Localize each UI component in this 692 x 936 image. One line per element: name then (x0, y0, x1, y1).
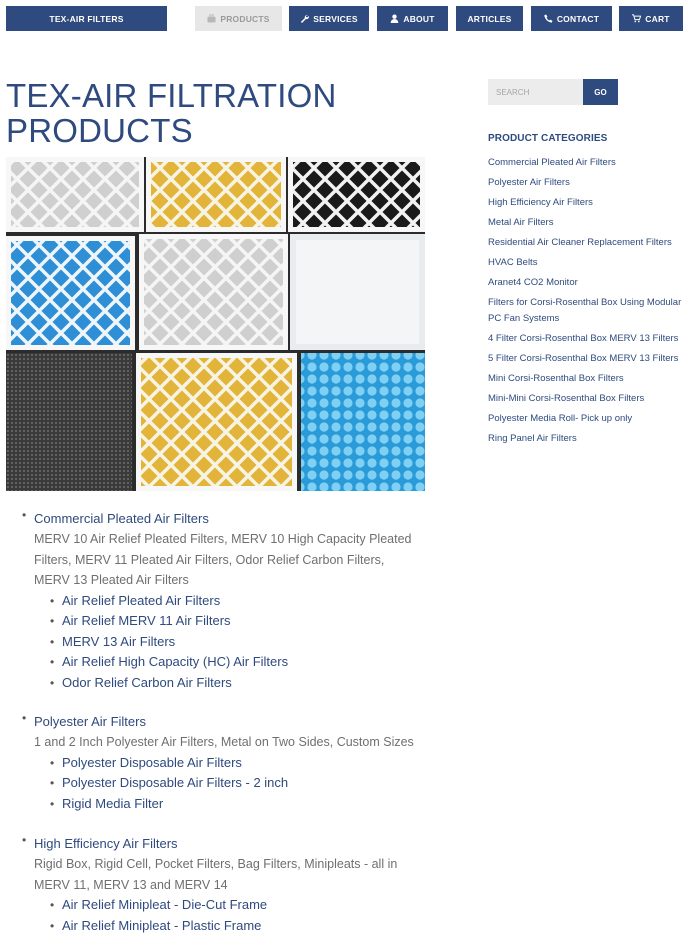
page-title-line2: PRODUCTS (6, 112, 193, 149)
sidebar-link[interactable]: Polyester Air Filters (488, 177, 570, 188)
bullet-icon: • (50, 776, 55, 790)
bullet-icon: • (50, 898, 55, 912)
list-item (0, 508, 440, 529)
nav-contact-label: CONTACT (556, 13, 600, 24)
list-item (0, 711, 440, 732)
subcategory-link[interactable]: Polyester Disposable Air Filters (62, 754, 242, 770)
sidebar-link[interactable]: 4 Filter Corsi-Rosenthal Box MERV 13 Filters (488, 333, 679, 344)
nav-services-label: SERVICES (313, 13, 358, 24)
list-item (0, 833, 440, 854)
category-block (0, 711, 440, 814)
bullet-icon: • (50, 593, 55, 608)
bullet-icon: • (22, 508, 27, 522)
sidebar-link[interactable]: Aranet4 CO2 Monitor (488, 277, 578, 288)
subcategory-link[interactable]: Rigid Media Filter (62, 795, 164, 811)
subcategory-link[interactable]: Air Relief High Capacity (HC) Air Filters (62, 654, 289, 669)
user-icon (390, 14, 399, 23)
nav-products-label: PRODUCTS (220, 13, 270, 24)
nav-about-label: ABOUT (403, 13, 435, 24)
list-item (0, 773, 440, 794)
category-description: 1 and 2 Inch Polyester Air Filters, Metal on Two Sides, Custom Sizes (34, 735, 414, 749)
bullet-icon: • (50, 755, 55, 770)
products-hero-image (6, 157, 425, 491)
sidebar-link[interactable]: Filters for Corsi-Rosenthal Box Using Modular PC Fan Systems (488, 297, 682, 324)
category-block (0, 833, 440, 936)
category-description: MERV 10 Air Relief Pleated Filters, MERV 10 High Capacity Pleated Filters, MERV 11 Pleated Air Filters, Odor Relief Carbon Filters, MERV 13 Pleated Air Filters (34, 532, 412, 587)
subcategory-link[interactable]: Odor Relief Carbon Air Filters (62, 674, 232, 690)
nav-about[interactable] (377, 6, 448, 31)
category-link[interactable]: High Efficiency Air Filters (34, 836, 178, 851)
bullet-icon: • (22, 711, 27, 725)
sidebar-link[interactable]: High Efficiency Air Filters (488, 197, 593, 208)
sidebar-link[interactable]: 5 Filter Corsi-Rosenthal Box MERV 13 Filters (488, 353, 679, 364)
bullet-icon: • (50, 655, 55, 669)
list-item (0, 916, 440, 936)
cart-icon (632, 14, 641, 23)
brand-label: TEX-AIR FILTERS (49, 13, 124, 24)
bullet-icon: • (22, 833, 27, 847)
list-item (0, 794, 440, 815)
bullet-icon: • (50, 675, 55, 690)
nav-services[interactable] (289, 6, 369, 31)
search-go-button[interactable] (583, 79, 618, 105)
sidebar-link[interactable]: Metal Air Filters (488, 217, 554, 228)
nav-cart-label: CART (645, 13, 670, 24)
category-list (0, 508, 440, 936)
sidebar-link[interactable]: Mini-Mini Corsi-Rosenthal Box Filters (488, 393, 645, 404)
sidebar-link[interactable]: Mini Corsi-Rosenthal Box Filters (488, 373, 624, 384)
nav-articles-label: ARTICLES (467, 13, 512, 24)
sidebar-link[interactable]: Residential Air Cleaner Replacement Filters (488, 237, 672, 248)
bullet-icon: • (50, 796, 55, 811)
list-item (0, 611, 440, 632)
subcategory-link[interactable]: Air Relief Minipleat - Die-Cut Frame (62, 897, 268, 912)
go-label: GO (594, 87, 607, 97)
subcategory-link[interactable]: Air Relief Pleated Air Filters (62, 592, 221, 608)
category-link[interactable]: Commercial Pleated Air Filters (34, 511, 209, 526)
search-input[interactable] (488, 79, 583, 105)
category-block (0, 508, 440, 693)
nav-cart[interactable] (619, 6, 683, 31)
sidebar-link[interactable]: Ring Panel Air Filters (488, 433, 577, 444)
list-item (0, 632, 440, 653)
bullet-icon: • (50, 614, 55, 628)
sidebar-link[interactable]: Polyester Media Roll- Pick up only (488, 413, 633, 424)
briefcase-icon (207, 14, 216, 23)
bullet-icon: • (50, 918, 55, 933)
list-item (0, 652, 440, 673)
nav-articles[interactable] (456, 6, 523, 31)
nav-contact[interactable] (531, 6, 612, 31)
list-item (0, 895, 440, 916)
subcategory-link[interactable]: Air Relief Minipleat - Plastic Frame (62, 917, 262, 933)
sidebar-link[interactable]: HVAC Belts (488, 257, 538, 268)
filter-collage (6, 157, 425, 491)
sidebar-heading: PRODUCT CATEGORIES (488, 133, 608, 144)
list-item (0, 673, 440, 694)
subcategory-link[interactable]: Air Relief MERV 11 Air Filters (62, 613, 231, 628)
page-title-line1: TEX-AIR FILTRATION (6, 77, 337, 114)
wrench-icon (300, 14, 309, 23)
phone-icon (544, 14, 553, 23)
nav-products[interactable] (195, 6, 282, 31)
category-description: Rigid Box, Rigid Cell, Pocket Filters, Bag Filters, Minipleats - all in MERV 11, MERV 13 and MERV 14 (34, 857, 398, 892)
subcategory-link[interactable]: Polyester Disposable Air Filters - 2 inch (62, 775, 289, 790)
sidebar-link[interactable]: Commercial Pleated Air Filters (488, 157, 616, 168)
subcategory-link[interactable]: MERV 13 Air Filters (62, 633, 176, 649)
list-item (0, 591, 440, 612)
brand-button[interactable] (6, 6, 167, 31)
sidebar-category-list (488, 155, 688, 451)
list-item (0, 753, 440, 774)
bullet-icon: • (50, 634, 55, 649)
category-link[interactable]: Polyester Air Filters (34, 714, 146, 729)
page-title (6, 78, 426, 148)
